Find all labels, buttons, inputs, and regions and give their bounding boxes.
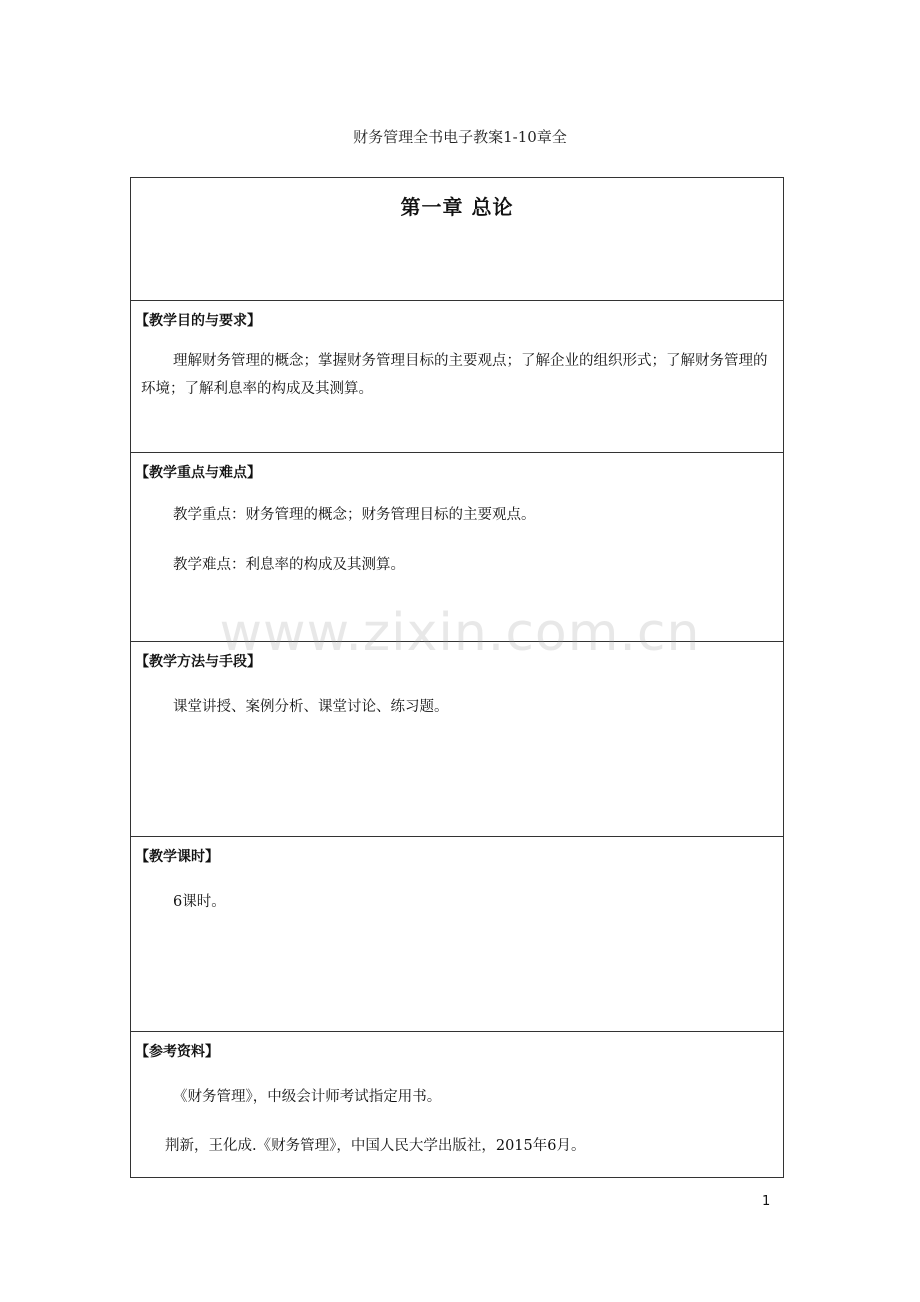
objectives-heading: 【教学目的与要求】 <box>135 313 261 329</box>
methods-text: 课堂讲授、案例分析、课堂讨论、练习题。 <box>173 699 449 715</box>
key-points-section <box>131 452 783 641</box>
lesson-plan-table <box>130 177 784 1178</box>
objectives-text: 理解财务管理的概念；掌握财务管理目标的主要观点；了解企业的组织形式；了解财务管理的环境；了解利息率的构成及其测算。 <box>141 353 768 397</box>
key-points-heading: 【教学重点与难点】 <box>135 465 261 481</box>
reference-item: 《财务管理》，中级会计师考试指定用书。 <box>173 1089 442 1105</box>
watermark: www.zixin.com.cn <box>219 603 701 663</box>
key-point-text: 教学重点：财务管理的概念；财务管理目标的主要观点。 <box>173 507 536 523</box>
hours-heading: 【教学课时】 <box>135 849 219 865</box>
objectives-section <box>131 300 783 452</box>
methods-heading: 【教学方法与手段】 <box>135 654 261 670</box>
page-number: 1 <box>762 1194 771 1209</box>
references-section <box>131 1031 783 1177</box>
hours-section <box>131 836 783 1031</box>
chapter-row <box>131 178 783 300</box>
reference-item: 荆新，王化成.《财务管理》，中国人民大学出版社，2015年6月。 <box>165 1138 586 1154</box>
difficult-point-text: 教学难点：利息率的构成及其测算。 <box>173 557 405 573</box>
methods-section <box>131 641 783 836</box>
references-heading: 【参考资料】 <box>135 1044 219 1060</box>
document-title: 财务管理全书电子教案1-10章全 <box>353 128 567 146</box>
hours-text: 6课时。 <box>173 894 226 910</box>
chapter-title: 第一章 总论 <box>400 195 514 219</box>
